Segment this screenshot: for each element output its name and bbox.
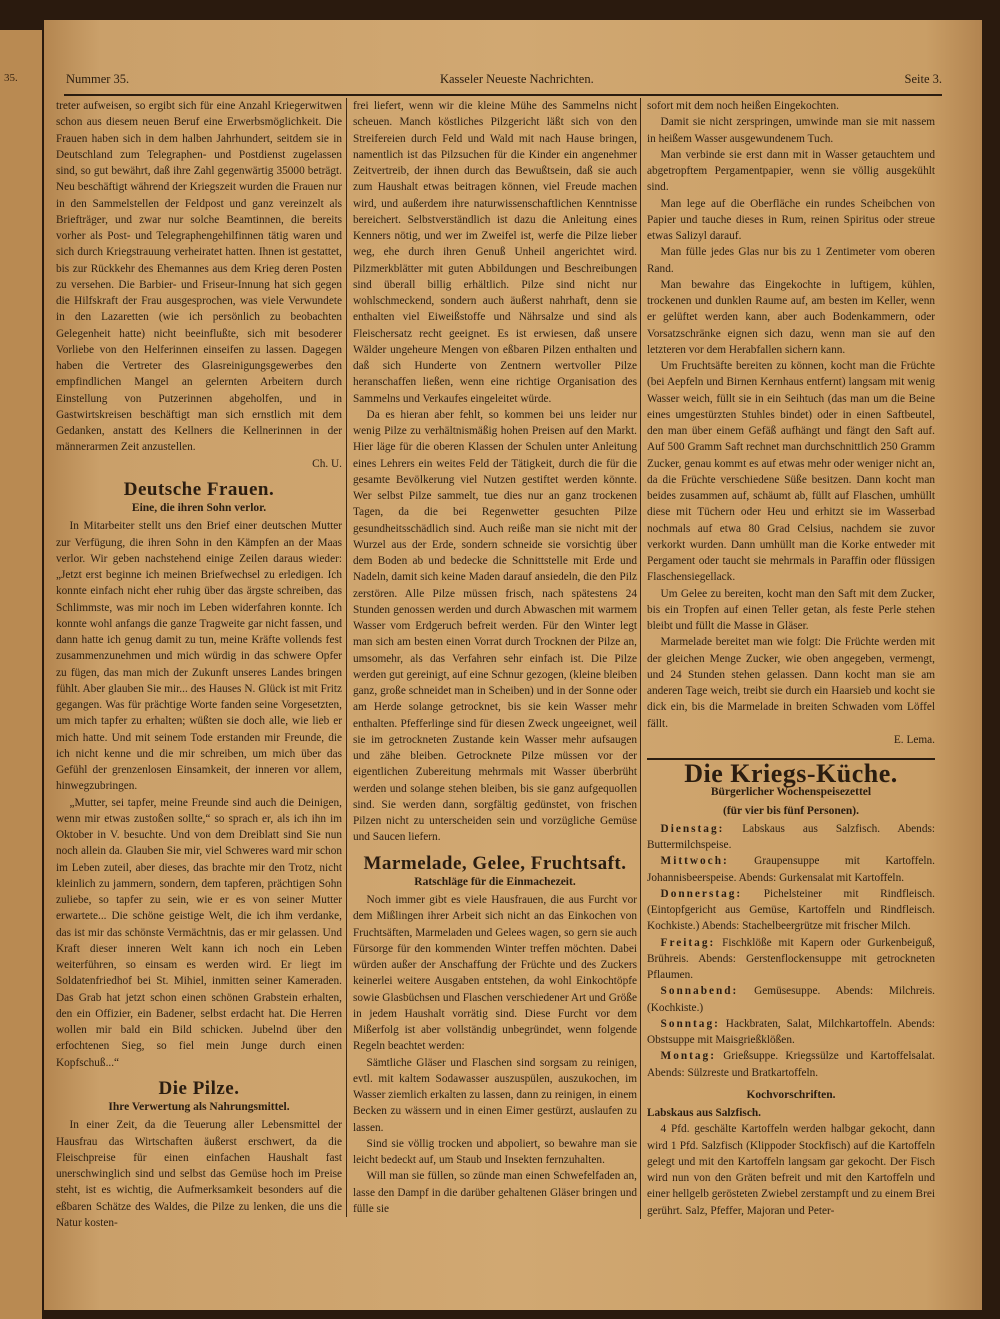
- column-2: [346, 98, 637, 1217]
- issue-number: Nummer 35.: [66, 72, 130, 86]
- headline: Die Pilze.: [158, 1077, 240, 1099]
- paragraph: treter aufweisen, so ergibt sich für eine Anzahl Kriegerwitwen schon aus diesem neuen Beruf eine Erwerbsmöglichkeit. Die Frauen haben sich in dem halben Jahrhundert, seitdem sie in Deutschland zum Telegraphen- und Postdienst zugelassen sind, so gut bewährt, daß ihre Zahl gegenwärtig 35000 beträgt. Neu beschäftigt während der Kriegszeit wurden die Frauen nur in den Sammelstellen der Feldpost und ganz vereinzelt als Briefträger, und zwar nur solche Beamtinnen, die bereits vorher als Post- und Telegraphengehilfinnen tätig waren und sich durch Kriegstrauung verheiratet hatten. Ihnen ist gestattet, bis zur Rückkehr des Ehemannes aus dem Krieg deren Posten zu versehen. Die Barbier- und Friseur-Innung hat sich gegen die Hilfskraft der Frau ausgesprochen, was viele Verwundete in den Lazaretten (wie ich persönlich zu beobachten Gelegenheit hatte) nicht beeinflußte, sich mit besoderer Vorliebe von den Helferinnen einseifen zu lassen. Dagegen haben die Vertreter des Glasreinigungsgewerbes den empfindlichen Mangel an gelernten Arbeitern durch Einstellung von Putzerinnen abgeholfen, und in Gastwirtskreisen beschäftigt man sich ernstlich mit dem Gedanken, anstatt des Kellners die Kellnerinnen in der männerarmen Zeit anzustellen.: [56, 100, 342, 454]
- paragraph: 4 Pfd. geschälte Kartoffeln werden halbgar gekocht, dann wird 1 Pfd. Salzfisch (Klippoder Stockfisch) auf die Kartoffeln gelegt und mit den Kartoffeln langsam gar gekocht. Der Fisch wird nun von den Gräten befreit und mit den Kartoffeln und einer hellgelb gerösteten Zwiebel zerstampft und zu einem Brei gerührt. Salz, Pfeffer, Majoran und Peter-: [647, 1123, 935, 1217]
- menu-item: [647, 935, 935, 984]
- paragraph: Sind sie völlig trocken und abpoliert, so bewahre man sie leicht bedeckt auf, um Staub und Insekten fernzuhalten.: [353, 1137, 637, 1166]
- subheadline: (für vier bis fünf Personen).: [723, 804, 859, 817]
- paragraph: Sämtliche Gläser und Flaschen sind sorgsam zu reinigen, evtl. mit kaltem Sodawasser auszuspülen, auszukochen, im Wasser ziemlich erkalten zu lassen, dann zu reinigen, in einem Becken zu wässern und in einen Eimer gestürzt, auslaufen zu lassen.: [353, 1056, 637, 1134]
- page-header: [66, 72, 942, 92]
- recipe-title: Labskaus aus Salzfisch.: [647, 1107, 761, 1119]
- paragraph: In einer Zeit, da die Teuerung aller Lebensmittel der Hausfrau das Wirtschaften äußerst erschwert, da die Fleischpreise für einen einfachen Haushalt fast unerschwinglich sind und selbst das Gemüse hoch im Preise steht, ist es wichtig, die Aufmerksamkeit besonders auf die eßbaren Schätze des Waldes, die Pilze zu lenken, die uns die Natur kosten-: [56, 1119, 342, 1229]
- menu-item: [647, 1016, 935, 1049]
- menu-text: Graupensuppe mit Kartoffeln. Johannisbeerspeise. Abends: Gurkensalat mit Kartoffeln.: [647, 855, 935, 884]
- menu-item: [647, 983, 935, 1016]
- menu-day: Freitag:: [660, 936, 716, 949]
- headline: Die Kriegs-Küche.: [647, 758, 935, 782]
- header-rule: [64, 94, 942, 96]
- subheadline: Kochvorschriften.: [746, 1088, 836, 1101]
- paragraph: Will man sie füllen, so zünde man einen Schwefelfaden an, lasse den Dampf in die darüber gehaltenen Gläser bringen und fülle sie: [353, 1170, 637, 1215]
- subheadline: Bürgerlicher Wochenspeisezettel: [710, 786, 872, 799]
- headline: Deutsche Frauen.: [123, 478, 275, 500]
- column-3: [640, 98, 935, 1219]
- paragraph: Noch immer gibt es viele Hausfrauen, die aus Furcht vor dem Mißlingen ihrer Arbeit sich nicht an das Einkochen von Fruchtsäften, Marmeladen und Gelees wagen, so gern sie auch Fürsorge für den kommenden Winter treffen möchten. Dabei würden außer der Anschaffung der Früchte und des Zuckers keinerlei weitere Ausgaben entstehen, da wohl Einkochtöpfe sowie Glasbüchsen und Flaschen verschiedener Art und Größe in jedem Haushalt vorrätig sind. Diese Furcht vor dem Mißerfolg ist aber vollständig unbegründet, wenn folgende Regeln beachtet werden:: [353, 894, 637, 1053]
- paragraph: „Mutter, sei tapfer, meine Freunde sind auch die Deinigen, wenn mir etwas zustoßen sollte,“ so sprach er, als ich ihn im Oktober in V. besuchte. Und von dem Dreiblatt sind Sie nun noch allein da. Glauben Sie mir, viel Schweres ward mir schon im Leben zuteil, aber dieses, das brachte mir den Trotz, nicht kleinlich zu jammern, sondern, dem tapferen, prächtigen Sohn zuliebe, so tapfer zu sein, wie er es von seiner Mutter erwartete... Die schöne geistige Welt, die ich ihm verdanke, das ist mir das schönste Vermächtnis, das er mir gelassen. Und Kraft dieser inneren Welt kann ich noch ein Leben weiterführen, so einsam es werden wird. Er liegt im Soldatenfriedhof bei St. Mihiel, inmitten seiner Kameraden. Das Grab hat jetzt schon einen schönen Grabstein erhalten, den ein Offizier, ein Badener, selbst erdacht hat. Die Herren wollen mir bald ein Bild schicken. Jubelnd über den erfochtenen Sieg, so fiel mein Junge durch einen Kopfschuß...“: [56, 796, 342, 1069]
- menu-text: Gemüsesuppe. Abends: Milchreis. (Kochkiste.): [647, 985, 936, 1014]
- paragraph: Um Gelee zu bereiten, kocht man den Saft mit dem Zucker, bis ein Tropfen auf einen Teller getan, als feste Perle stehen bleibt und füllt die Masse in Gläser.: [647, 587, 935, 632]
- paragraph: Man bewahre das Eingekochte in luftigem, kühlen, trockenen und dunklen Raume auf, am besten im Keller, wenn er gelüftet werden kann, aber auch Bodenkammern, oder Vorsatzschränke eignen sich dazu, wenn man sie auf den letzteren vor dem Herabfallen sichern kann.: [647, 278, 935, 356]
- paragraph: frei liefert, wenn wir die kleine Mühe des Sammelns nicht scheuen. Manch köstliches Pilzgericht läßt sich von den Streifereien durch Feld und Wald mit nach Hause bringen, namentlich ist das Pilzsuchen für die Kinder ein angenehmer Zeitvertreib, der ihnen durch das Bewußtsein, daß sie auch zum Haushalt etwas beitragen können, viel Freude machen wird, und außerdem ihre naturwissenschaftlichen Kenntnisse bereichert. Selbstverständlich ist dazu die Anleitung eines Kenners nötig, und wer im Zweifel ist, werfe die Pilze lieber weg, ehe durch ihren Genuß Unheil angerichtet wird. Pilzmerkblätter mit guten Abbildungen und Beschreibungen sind überall billig erhältlich. Pilze sind nicht nur wohlschmeckend, sondern auch äußerst nahrhaft, denn sie enthalten viel Eiweißstoffe und Nährsalze und sind als Fleischersatz recht geeignet. Es ist erwiesen, daß unsere Wälder ungeheure Mengen von eßbaren Pilzen enthalten und daß sich Hunderte von Zentnern wertvoller Pilze heranschaffen ließen, wenn eine richtige Organisation des Sammelns und Verkaufes eingeleitet würde.: [353, 100, 637, 405]
- menu-day: Montag:: [660, 1050, 716, 1063]
- paragraph: Man fülle jedes Glas nur bis zu 1 Zentimeter vom oberen Rand.: [647, 246, 935, 275]
- menu-text: Pichelsteiner mit Rindfleisch. (Eintopfgericht aus Gemüse, Kartoffeln und Rindfleisch. Kochkiste.) Abends: Stachelbeergrütze mit frischer Milch.: [647, 887, 936, 933]
- menu-item: [647, 853, 935, 886]
- paragraph: Damit sie nicht zerspringen, umwinde man sie mit nassem in heißem Wasser ausgewundenem Tuch.: [647, 116, 935, 145]
- paragraph: Um Fruchtsäfte bereiten zu können, kocht man die Früchte (bei Aepfeln und Birnen Kernhaus entfernt) langsam mit wenig Wasser weich, füllt sie in ein Seihtuch (das man um die Beine eines umgestürzten Stuhles bindet) oder in einen Saftbeutel, den man über einem Gefäß aufhängt und fängt den Saft auf. Auf 500 Gramm Saft rechnet man durchschnittlich 250 Gramm Zucker, genau kommt es auf etwas mehr oder weniger nicht an, da die Früchte verschiedene Süße besitzen. Dann kocht man beides zusammen auf, schäumt ab, füllt auf Flaschen, umhüllt diese mit Tüchern oder Heu und erhitzt sie im Wasserbad nochmals auf etwa 80 Grad Celsius, nachdem sie zuvor verkorkt wurden. Dann umhüllt man die Korke entweder mit Pergament oder taucht sie mehrmals in Paraffin oder flüssigen Flaschensiegellack.: [647, 360, 935, 584]
- paragraph: sofort mit dem noch heißen Eingekochten.: [647, 100, 839, 112]
- subheadline: Eine, die ihren Sohn verlor.: [131, 502, 267, 514]
- menu-text: Grießsuppe. Kriegssülze und Kartoffelsalat. Abends: Sülzreste und Bratkartoffeln.: [647, 1050, 935, 1079]
- signature: E. Lema.: [893, 733, 935, 746]
- paragraph: Man verbinde sie erst dann mit in Wasser getauchtem und abgetropftem Pergamentpapier, wenn sie völlig ausgekühlt sind.: [647, 148, 935, 194]
- subheadline: Ratschläge für die Einmachezeit.: [414, 875, 576, 888]
- subheadline: Ihre Verwertung als Nahrungsmittel.: [108, 1101, 290, 1113]
- menu-text: Hackbraten, Salat, Milchkartoffeln. Abends: Obstsuppe mit Maisgrießklößen.: [647, 1017, 935, 1046]
- paragraph: Marmelade bereitet man wie folgt: Die Früchte werden mit der gleichen Menge Zucker, wie oben angegeben, vermengt, und 24 Stunden stehen gelassen. Dann kocht man sie am anderen Tage weich, treibt sie durch ein Haarsieb und kocht sie dick ein, bis die Marmelade in breiten Schwaden vom Löffel fällt.: [647, 636, 935, 730]
- menu-text: Labskaus aus Salzfisch. Abends: Buttermilchspeise.: [647, 822, 935, 851]
- menu-day: Sonnabend:: [660, 985, 739, 998]
- paragraph: Da es hieran aber fehlt, so kommen bei uns leider nur wenig Pilze zu verhältnismäßig hohen Preisen auf den Markt. Hier läge für die oberen Klassen der Schulen unter Anleitung eines Lehrers ein weites Feld der Tätigkeit, durch die für die gesamte Bevölkerung viel Nutzen gestiftet werden könnte. Wer selbst Pilze sammelt, tue dies nur an ganz trockenen Tagen, da die bei Regenwetter gesuchten Pilze gesundheitsschädlich sind. Auch reiße man sie nicht mit der Wurzel aus der Erde, sondern schneide sie vorsichtig über dem Boden ab und bedecke die Schnittstelle mit Erde und Nadeln, damit sich keine Maden darauf ansiedeln, die den Pilz zerstören. Alle Pilze müssen frisch, nach spätestens 24 Stunden genossen werden und durch Abwaschen mit warmem Wasser vom Erdgeruch befreit werden. Für den Winter legt man sich am besten einen Vorrat durch Trocknen der Pilze an, umsomehr, als das Verfahren sehr einfach ist. Die Pilze werden gut gereinigt, auf eine Schnur gezogen, (kleine bleiben ganz, große schneidet man in Scheiben) und in der Sonne oder am Herde solange getrocknet, bis sie kein Wasser mehr enthalten. Pfefferlinge sind für diesen Zweck ungeeignet, weil sie im getrockneten Zustande kein Wasser mehr aufsaugen und zähe bleiben. Getrocknete Pilze müssen vor der eigentlichen Zubereitung mehrmals mit Wasser überbrüht werden und solange stehen bleiben, bis sie ganz aufgequollen sind. Sie werden dann, sorgfältig gedünstet, von frischen Pilzen nicht zu unterscheiden sein und vorzügliche Gemüse und Saucen liefern.: [353, 408, 637, 844]
- paragraph: Man lege auf die Oberfläche ein rundes Scheibchen von Papier und tauche dieses in Rum, reinen Spiritus oder streue etwas Salizyl darauf.: [647, 197, 935, 242]
- newspaper-page: [44, 20, 982, 1310]
- menu-text: Fischklöße mit Kapern oder Gurkenbeiguß, Brühreis. Abends: Gerstenflockensuppe mit getrockneten Pflaumen.: [647, 936, 935, 981]
- column-1: [56, 98, 342, 1231]
- menu-day: Sonntag:: [660, 1017, 720, 1030]
- headline: Marmelade, Gelee, Fruchtsaft.: [363, 852, 627, 874]
- paragraph: In Mitarbeiter stellt uns den Brief einer deutschen Mutter zur Verfügung, die ihren Sohn in den Kämpfen an der Maas verlor. Wir geben nachstehend einige Zeilen daraus wieder: „Jetzt erst beginne ich meinen Briefwechsel zu erledigen. Ich konnte einfach nicht eher ruhig über das ärgste schreiben, das Schlimmste, was mir noch im Leben widerfahren konnte. Ich konnte wohl anfangs die ganze Tragweite gar nicht fassen, und dann hatte ich genug damit zu tun, meine Kräfte vollends fest zusammenzunehmen und mich würdig in das schwere Opfer zu fügen, das man mich der Zukunft unseres Landes bringen fühlt. Aber glauben Sie mir... des Hauses N. Glück ist mit Fritz gegangen. Was für prächtige Worte fanden seine Vorgesetzten, um mich tapfer zu erhalten; wüßten sie doch alle, wie lieb er mich hatte. Und mit seinem Tode erstanden mir Freunde, die ich nicht kenne und die mir schreiben, um mich über das Gefühl der grenzenlosen Einsamkeit, der inneren vor allem, hinwegzubringen.: [56, 520, 342, 793]
- menu-day: Mittwoch:: [660, 855, 729, 868]
- menu-day: Donnerstag:: [660, 887, 743, 900]
- adjacent-page-number: 35.: [4, 72, 18, 84]
- menu-item: [647, 886, 935, 935]
- newspaper-title: Kasseler Neueste Nachrichten.: [439, 72, 594, 86]
- signature: Ch. U.: [312, 457, 342, 470]
- menu-day: Dienstag:: [660, 822, 725, 835]
- menu-item: [647, 1048, 935, 1081]
- page-number: Seite 3.: [904, 72, 942, 86]
- menu-item: [647, 821, 935, 854]
- weekly-menu: [647, 821, 935, 1081]
- adjacent-page-edge: [0, 30, 42, 1319]
